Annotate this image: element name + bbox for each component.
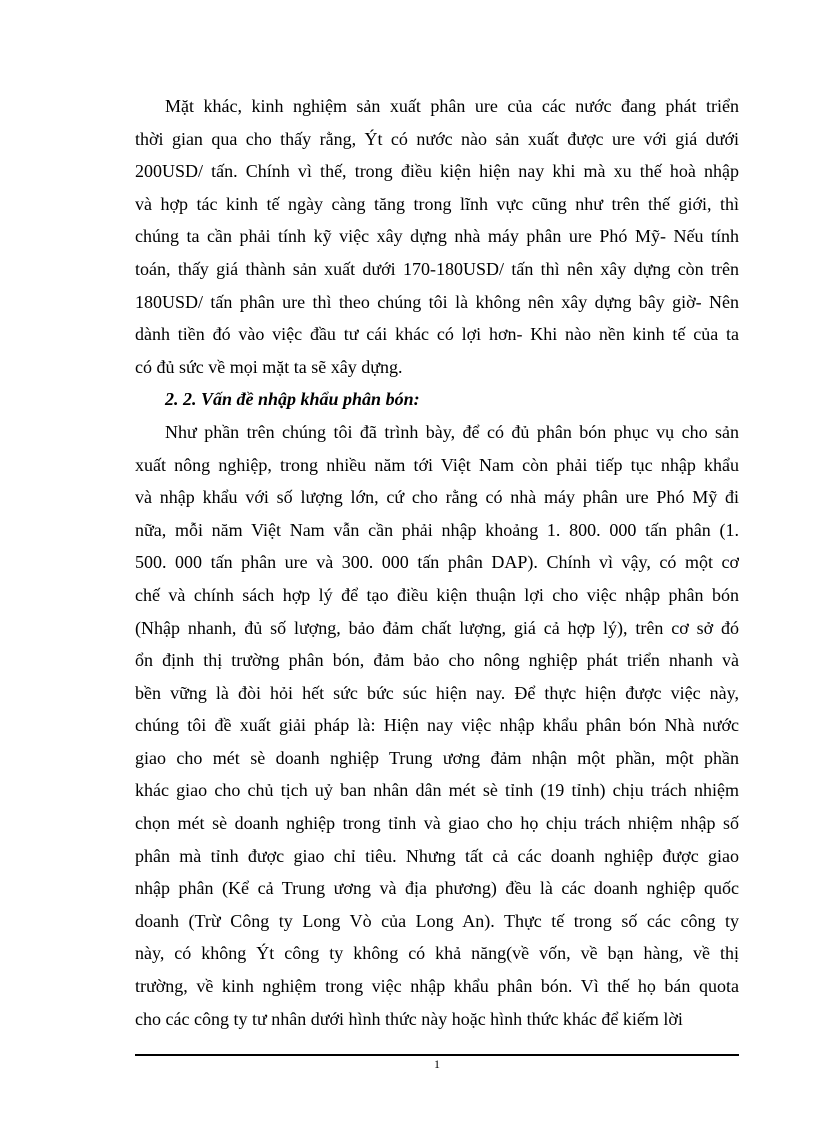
text-line: thời gian qua cho thấy rằng, Ýt có nước nào sản xuất được ure với giá dưới	[135, 128, 739, 149]
text-line: và hợp tác kinh tế ngày càng tăng trong lĩnh vực cũng như trên thế giới, thì	[135, 193, 739, 214]
text-line: phân mà tỉnh được giao chỉ tiêu. Nhưng tất cả các doanh nghiệp được giao	[135, 845, 739, 866]
text-line: bền vững là đòi hỏi hết sức bức súc hiện nay. Để thực hiện được việc này,	[135, 682, 739, 703]
text-line: 180USD/ tấn phân ure thì theo chúng tôi là không nên xây dựng bây giờ- Nên	[135, 291, 739, 312]
text-line: chọn mét sè doanh nghiệp trong tỉnh và giao cho họ chịu trách nhiệm nhập số	[135, 813, 739, 834]
text-line: chế và chính sách hợp lý để tạo điều kiện thuận lợi cho việc nhập phân bón	[135, 584, 739, 605]
text-line: trường, về kinh nghiệm trong việc nhập khẩu phân bón. Vì thế họ bán quota	[135, 976, 739, 997]
text-line: nhập phân (Kể cả Trung ương và địa phương) đều là các doanh nghiệp quốc	[135, 878, 739, 899]
text-line: xuất nông nghiệp, trong nhiều năm tới Việt Nam còn phải tiếp tục nhập khẩu	[135, 454, 739, 475]
text-line: chúng tôi đề xuất giải pháp là: Hiện nay việc nhập khẩu phân bón Nhà nước	[135, 715, 739, 736]
body-text	[135, 90, 739, 1035]
text-line: này, có không Ýt công ty không có khả năng(về vốn, về bạn hàng, về thị	[135, 943, 739, 964]
text-line: khác giao cho chủ tịch uỷ ban nhân dân mét sè tỉnh (19 tỉnh) chịu trách nhiệm	[135, 780, 739, 801]
text-line: Mặt khác, kinh nghiệm sản xuất phân ure của các nước đang phát triển	[165, 96, 739, 116]
text-line: có đủ sức về mọi mặt ta sẽ xây dựng.	[135, 356, 403, 377]
section-heading: 2. 2. Vấn đề nhập khẩu phân bón:	[165, 389, 420, 410]
text-line: 500. 000 tấn phân ure và 300. 000 tấn phân DAP). Chính vì vậy, có một cơ	[135, 552, 739, 573]
page-number: 1	[434, 1057, 440, 1071]
footer-divider	[135, 1054, 739, 1056]
text-line: chúng ta cần phải tính kỹ việc xây dựng nhà máy phân ure Phó Mỹ- Nếu tính	[135, 226, 739, 247]
text-line: dành tiền đó vào việc đầu tư cái khác có lợi hơn- Khi nào nền kinh tế của ta	[135, 324, 739, 345]
text-line: nữa, mỗi năm Việt Nam vẫn cần phải nhập khoảng 1. 800. 000 tấn phân (1.	[135, 519, 739, 540]
text-line: giao cho mét sè doanh nghiệp Trung ương đảm nhận một phần, một phần	[135, 747, 739, 768]
text-line: doanh (Trừ Công ty Long Vò của Long An). Thực tế trong số các công ty	[135, 910, 739, 931]
text-line: toán, thấy giá thành sản xuất dưới 170-180USD/ tấn thì nên xây dựng còn trên	[135, 258, 739, 279]
paragraph-fertilizer-production	[135, 90, 739, 383]
text-line: cho các công ty tư nhân dưới hình thức này hoặc hình thức khác để kiếm lời	[135, 1008, 683, 1029]
text-line: Như phần trên chúng tôi đã trình bày, để có đủ phân bón phục vụ cho sản	[165, 421, 739, 442]
text-line: và nhập khẩu với số lượng lớn, cứ cho rằng có nhà máy phân ure Phó Mỹ đi	[135, 487, 739, 508]
paragraph-fertilizer-import	[135, 416, 739, 1035]
text-line: (Nhập nhanh, đủ số lượng, bảo đảm chất lượng, giá cả hợp lý), trên cơ sở đó	[135, 617, 739, 638]
text-line: 200USD/ tấn. Chính vì thế, trong điều kiện hiện nay khi mà xu thế hoà nhập	[135, 161, 739, 182]
text-line: ổn định thị trường phân bón, đảm bảo cho nông nghiệp phát triển nhanh và	[135, 650, 739, 671]
